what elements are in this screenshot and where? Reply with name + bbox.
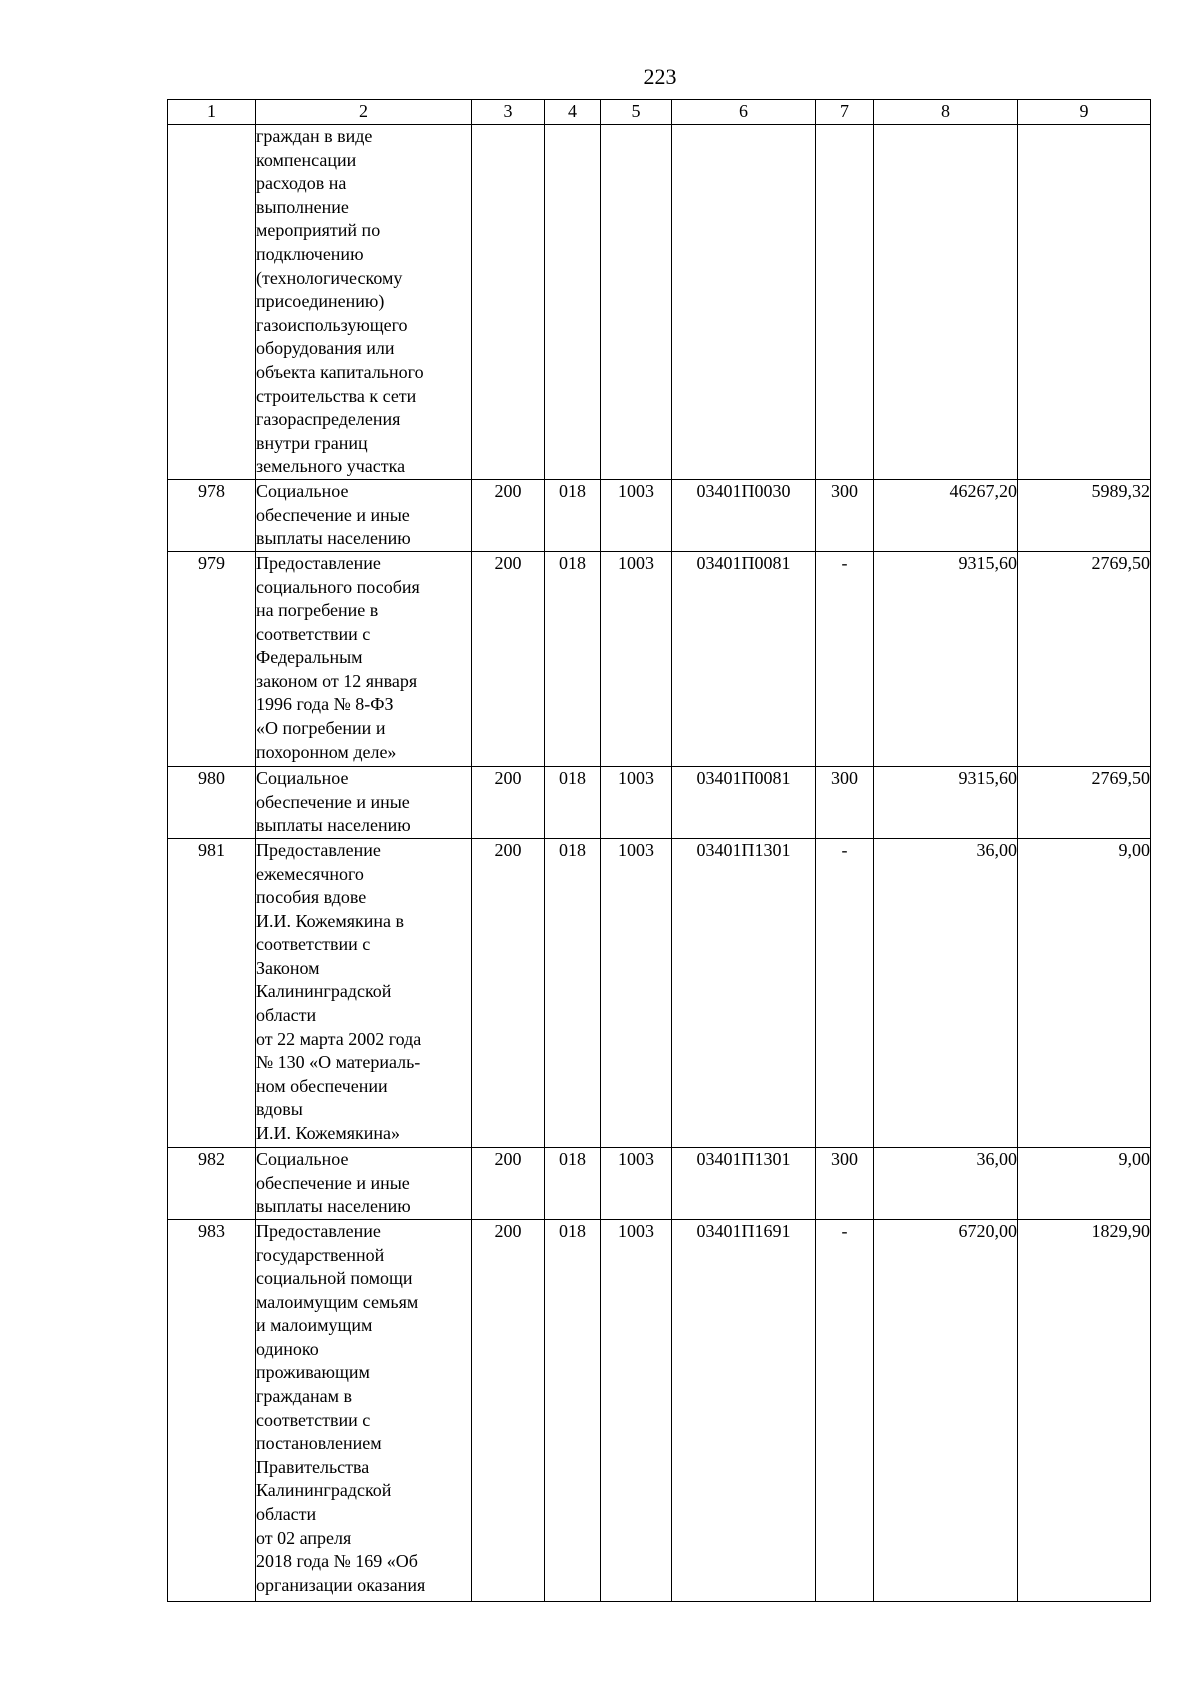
row-number: 982 [168, 1147, 256, 1219]
table-row [168, 479, 1151, 551]
cell-col6: 03401П1301 [672, 1147, 816, 1219]
cell-col8: 6720,00 [874, 1219, 1018, 1601]
cell-col3: 200 [472, 838, 545, 1147]
row-name: Социальное обеспечение и иные выплаты населению [256, 1147, 472, 1219]
cell-col6: 03401П1301 [672, 838, 816, 1147]
table-header-row [168, 100, 1151, 125]
cell-col5: 1003 [601, 551, 672, 766]
cell-col7: 300 [816, 1147, 874, 1219]
column-header: 6 [672, 100, 816, 125]
row-number [168, 125, 256, 480]
table-row [168, 838, 1151, 1147]
cell-col7: - [816, 551, 874, 766]
table-row [168, 1147, 1151, 1219]
cell-col3: 200 [472, 1219, 545, 1601]
row-name: Предоставление социального пособия на погребение в соответствии с Федеральным законом от 12 января 1996 года № 8-ФЗ «О погребении и похоронном деле» [256, 551, 472, 766]
column-header: 9 [1018, 100, 1151, 125]
cell-col5 [601, 125, 672, 480]
cell-col5: 1003 [601, 479, 672, 551]
cell-col8: 36,00 [874, 838, 1018, 1147]
cell-col5: 1003 [601, 838, 672, 1147]
cell-col4: 018 [545, 838, 601, 1147]
column-header: 3 [472, 100, 545, 125]
cell-col8 [874, 125, 1018, 480]
cell-col4 [545, 125, 601, 480]
cell-col3: 200 [472, 479, 545, 551]
cell-col9 [1018, 125, 1151, 480]
row-number: 981 [168, 838, 256, 1147]
cell-col9: 9,00 [1018, 1147, 1151, 1219]
row-name: Социальное обеспечение и иные выплаты населению [256, 766, 472, 838]
cell-col7: - [816, 838, 874, 1147]
cell-col9: 9,00 [1018, 838, 1151, 1147]
row-number: 980 [168, 766, 256, 838]
column-header: 4 [545, 100, 601, 125]
cell-col7: 300 [816, 479, 874, 551]
row-number: 978 [168, 479, 256, 551]
cell-col5: 1003 [601, 1219, 672, 1601]
row-number: 983 [168, 1219, 256, 1601]
column-header: 7 [816, 100, 874, 125]
budget-table [167, 99, 1151, 1602]
row-name: Социальное обеспечение и иные выплаты населению [256, 479, 472, 551]
column-header: 1 [168, 100, 256, 125]
row-name: Предоставление государственной социальной помощи малоимущим семьям и малоимущим одиноко проживающим гражданам в соответствии с постановлением Правительства Калининградской области от 02 апреля 2018 года № 169 «Об организации оказания [256, 1219, 472, 1601]
cell-col6: 03401П1691 [672, 1219, 816, 1601]
cell-col4: 018 [545, 1147, 601, 1219]
cell-col6: 03401П0081 [672, 766, 816, 838]
cell-col7 [816, 125, 874, 480]
cell-col3: 200 [472, 766, 545, 838]
cell-col8: 46267,20 [874, 479, 1018, 551]
cell-col4: 018 [545, 766, 601, 838]
cell-col3 [472, 125, 545, 480]
cell-col4: 018 [545, 551, 601, 766]
cell-col6 [672, 125, 816, 480]
row-number: 979 [168, 551, 256, 766]
cell-col4: 018 [545, 1219, 601, 1601]
table-row [168, 766, 1151, 838]
cell-col6: 03401П0081 [672, 551, 816, 766]
row-name: Предоставление ежемесячного пособия вдове И.И. Кожемякина в соответствии с Законом Калининградской области от 22 марта 2002 года № 130 «О материаль- ном обеспечении вдовы И.И. Кожемякина» [256, 838, 472, 1147]
cell-col8: 9315,60 [874, 766, 1018, 838]
cell-col9: 1829,90 [1018, 1219, 1151, 1601]
cell-col8: 9315,60 [874, 551, 1018, 766]
column-header: 5 [601, 100, 672, 125]
cell-col3: 200 [472, 1147, 545, 1219]
cell-col9: 2769,50 [1018, 766, 1151, 838]
cell-col3: 200 [472, 551, 545, 766]
cell-col7: 300 [816, 766, 874, 838]
cell-col5: 1003 [601, 766, 672, 838]
cell-col9: 2769,50 [1018, 551, 1151, 766]
page-number: 223 [643, 64, 677, 89]
column-header: 8 [874, 100, 1018, 125]
cell-col8: 36,00 [874, 1147, 1018, 1219]
cell-col5: 1003 [601, 1147, 672, 1219]
table-row [168, 125, 1151, 480]
cell-col7: - [816, 1219, 874, 1601]
table-row [168, 1219, 1151, 1601]
table-row [168, 551, 1151, 766]
column-header: 2 [256, 100, 472, 125]
cell-col9: 5989,32 [1018, 479, 1151, 551]
cell-col4: 018 [545, 479, 601, 551]
row-name: граждан в виде компенсации расходов на выполнение мероприятий по подключению (технологическому присоединению) газоиспользующего оборудования или объекта капитального строительства к сети газораспределения внутри границ земельного участка [256, 125, 472, 480]
cell-col6: 03401П0030 [672, 479, 816, 551]
